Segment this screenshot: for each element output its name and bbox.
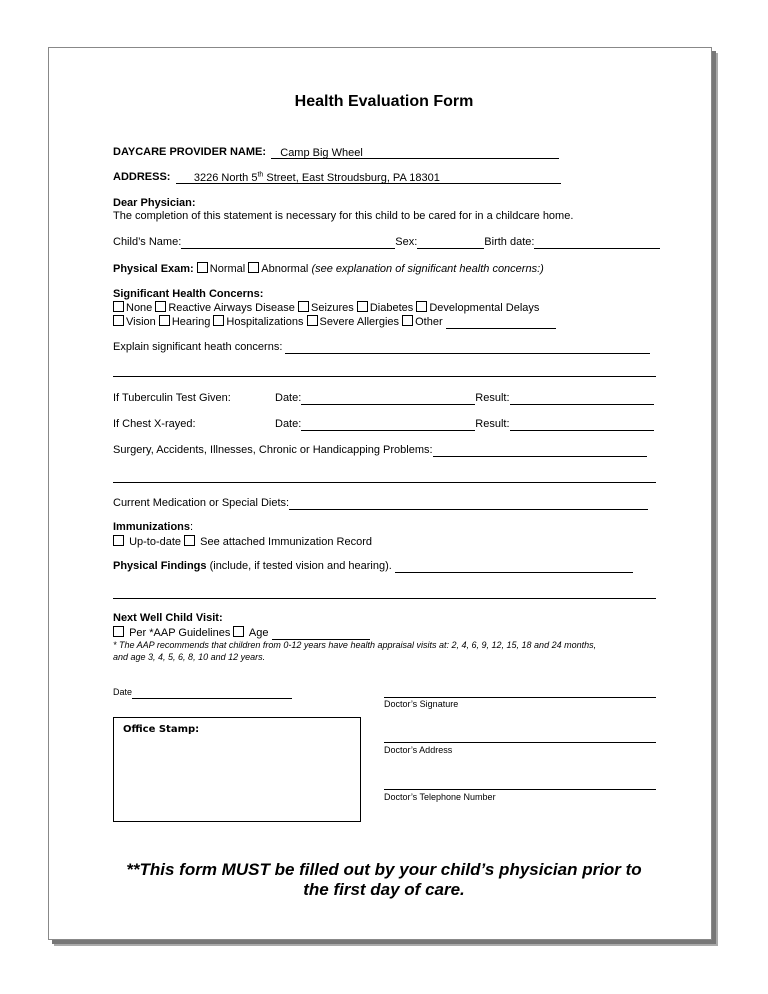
uptodate-label: Up-to-date xyxy=(129,536,182,548)
aap-note-2: and age 3, 4, 5, 6, 8, 10 and 12 years. xyxy=(113,652,266,662)
explain-label: Explain significant heath concerns: xyxy=(113,341,283,353)
immunizations-row xyxy=(113,535,372,549)
concern-label: Seizures xyxy=(310,302,354,314)
visit-row xyxy=(113,626,370,640)
concern-label: Diabetes xyxy=(369,302,414,314)
tb-fields xyxy=(275,392,654,405)
age-checkbox[interactable] xyxy=(233,626,244,637)
explain-field[interactable] xyxy=(285,342,650,354)
address-value: 3226 North 5 xyxy=(193,172,258,184)
surgery-row xyxy=(113,444,647,457)
concern-label: Developmental Delays xyxy=(429,302,540,314)
doctor-phone-label: Doctor’s Telephone Number xyxy=(384,792,496,802)
abnormal-label: Abnormal xyxy=(261,263,309,275)
address-field[interactable] xyxy=(176,172,561,184)
child-name-label: Child’s Name: xyxy=(113,236,182,248)
age-label: Age xyxy=(248,627,269,639)
findings-row xyxy=(113,560,633,573)
other-checkbox[interactable] xyxy=(402,315,413,326)
xray-fields xyxy=(275,418,654,431)
concerns-heading: Significant Health Concerns: xyxy=(113,288,264,300)
delays-checkbox[interactable] xyxy=(416,301,427,312)
child-name-field[interactable] xyxy=(181,237,395,249)
footer-line-1: **This form MUST be filled out by your child’s physician prior to xyxy=(126,860,642,879)
concern-label: Hospitalizations xyxy=(226,316,304,328)
findings-line-2[interactable] xyxy=(113,598,656,599)
hearing-checkbox[interactable] xyxy=(159,315,170,326)
aap-note-1: * The AAP recommends that children from 0-12 years have health appraisal visits at: 2, 4, 6, 9, 12, 15, 18 and 24 months, xyxy=(113,640,597,650)
findings-label: Physical Findings xyxy=(113,560,207,572)
tb-date-field[interactable] xyxy=(301,393,475,405)
exam-row xyxy=(113,262,544,276)
address-label: ADDRESS: xyxy=(113,171,171,183)
tb-result-label: Result: xyxy=(475,392,510,404)
surgery-field[interactable] xyxy=(433,445,647,457)
xray-date-label: Date: xyxy=(275,418,302,430)
tb-label: If Tuberculin Test Given: xyxy=(113,392,231,404)
concern-label: Hearing xyxy=(171,316,211,328)
exam-label: Physical Exam: xyxy=(113,263,194,275)
visit-heading: Next Well Child Visit: xyxy=(113,612,223,624)
vision-checkbox[interactable] xyxy=(113,315,124,326)
tb-date-label: Date: xyxy=(275,392,302,404)
address-row xyxy=(113,171,561,184)
explain-line-2[interactable] xyxy=(113,376,656,377)
hospitalizations-checkbox[interactable] xyxy=(213,315,224,326)
exam-note: (see explanation of significant health concerns:) xyxy=(311,263,544,275)
tb-result-field[interactable] xyxy=(510,393,654,405)
dear-heading: Dear Physician: xyxy=(113,197,196,209)
none-checkbox[interactable] xyxy=(113,301,124,312)
doctor-address-line[interactable] xyxy=(384,742,656,743)
immunizations-heading xyxy=(113,521,193,534)
attached-checkbox[interactable] xyxy=(184,535,195,546)
doctor-phone-line[interactable] xyxy=(384,789,656,790)
date-row xyxy=(113,686,292,699)
explain-row xyxy=(113,341,650,354)
date-field[interactable] xyxy=(132,688,292,699)
concern-label: Reactive Airways Disease xyxy=(168,302,295,314)
concern-label: Severe Allergies xyxy=(319,316,400,328)
provider-field[interactable] xyxy=(271,147,559,159)
other-field[interactable] xyxy=(446,317,556,329)
xray-result-field[interactable] xyxy=(510,419,654,431)
dear-text: The completion of this statement is necessary for this child to be cared for in a childcare home. xyxy=(113,210,574,222)
immunizations-colon: : xyxy=(190,521,194,533)
sex-label: Sex: xyxy=(395,236,418,248)
normal-checkbox[interactable] xyxy=(197,262,208,273)
findings-note: (include, if tested vision and hearing). xyxy=(206,560,392,572)
birth-date-field[interactable] xyxy=(534,237,660,249)
seizures-checkbox[interactable] xyxy=(298,301,309,312)
doctor-address-label: Doctor’s Address xyxy=(384,745,453,755)
surgery-label: Surgery, Accidents, Illnesses, Chronic or Handicapping Problems: xyxy=(113,444,433,456)
birth-date-label: Birth date: xyxy=(484,236,535,248)
immunizations-label: Immunizations xyxy=(113,521,191,533)
concern-label: Other xyxy=(415,316,443,328)
xray-result-label: Result: xyxy=(475,418,510,430)
footer-line-2: the first day of care. xyxy=(303,880,465,899)
provider-value: Camp Big Wheel xyxy=(280,147,363,159)
attached-label: See attached Immunization Record xyxy=(200,536,372,548)
surgery-line-2[interactable] xyxy=(113,482,656,483)
uptodate-checkbox[interactable] xyxy=(113,535,124,546)
allergies-checkbox[interactable] xyxy=(307,315,318,326)
medication-field[interactable] xyxy=(289,498,648,510)
office-stamp-box[interactable] xyxy=(113,717,361,822)
aap-checkbox[interactable] xyxy=(113,626,124,637)
medication-row xyxy=(113,497,648,510)
xray-label: If Chest X-rayed: xyxy=(113,418,196,430)
findings-field[interactable] xyxy=(395,561,633,573)
diabetes-checkbox[interactable] xyxy=(357,301,368,312)
abnormal-checkbox[interactable] xyxy=(248,262,259,273)
page-title: Health Evaluation Form xyxy=(294,93,474,110)
concern-label: None xyxy=(126,302,153,314)
sex-field[interactable] xyxy=(417,237,484,249)
airways-checkbox[interactable] xyxy=(155,301,166,312)
concerns-row-2 xyxy=(113,315,556,329)
date-label: Date xyxy=(113,687,133,697)
aap-label: Per *AAP Guidelines xyxy=(129,627,231,639)
provider-row xyxy=(113,146,559,159)
signature-label: Doctor’s Signature xyxy=(384,699,459,709)
xray-date-field[interactable] xyxy=(301,419,475,431)
medication-label: Current Medication or Special Diets: xyxy=(113,497,290,509)
address-sup: th xyxy=(257,171,264,179)
child-row xyxy=(113,236,660,249)
office-stamp-label: Office Stamp: xyxy=(123,724,200,735)
concerns-row-1 xyxy=(113,301,539,315)
normal-label: Normal xyxy=(209,263,246,275)
concern-label: Vision xyxy=(126,316,156,328)
address-value-rest: Street, East Stroudsburg, PA 18301 xyxy=(263,172,440,184)
provider-label: DAYCARE PROVIDER NAME: xyxy=(113,146,267,158)
